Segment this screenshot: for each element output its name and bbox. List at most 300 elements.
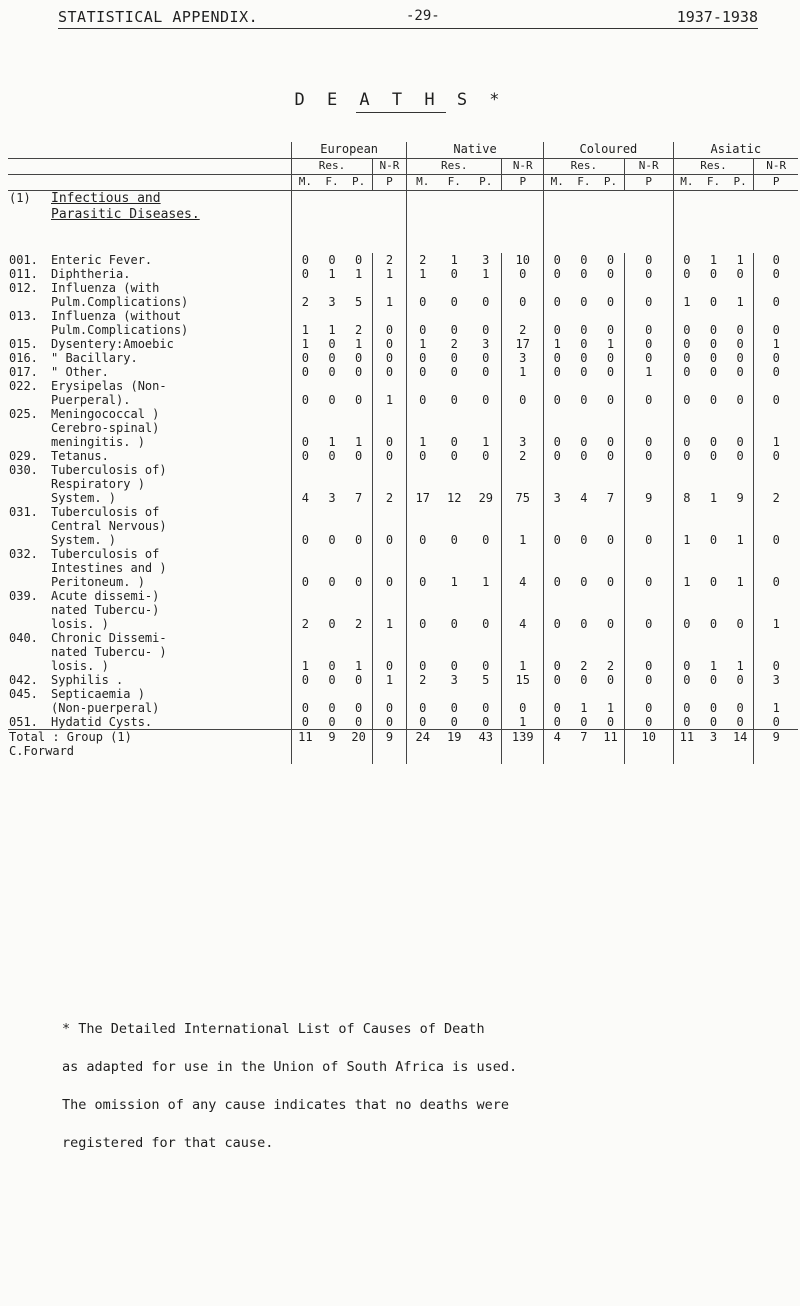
value-cell: 0	[292, 715, 319, 730]
value-cell: 0	[606, 449, 615, 463]
value-cell: 4	[502, 589, 544, 631]
cause-cell	[8, 281, 292, 309]
value-cell: 0	[606, 715, 615, 729]
value-cell: 1	[407, 407, 439, 449]
value-cell: 9	[319, 730, 346, 765]
value-cell: 0	[450, 365, 458, 379]
value-cell: 0	[372, 547, 406, 589]
section-code: (1)	[9, 191, 31, 205]
cause-name	[51, 673, 123, 687]
cause-line: Dysentery:Amoebic	[51, 337, 174, 351]
value-cell: 0	[372, 715, 406, 730]
cause-line: Chronic Dissemi-	[51, 631, 167, 645]
value-cell: 0	[328, 617, 336, 631]
value-cell: 0	[580, 351, 588, 365]
value-cell: 0	[580, 253, 588, 267]
cause-line: losis. )	[51, 617, 109, 631]
total-row	[8, 730, 798, 765]
nr-header: N-R	[624, 159, 673, 175]
cause-cell	[8, 673, 292, 687]
sex-header-row	[8, 175, 798, 191]
value-cell: 1	[502, 631, 544, 673]
value-cell: 0	[407, 449, 439, 463]
value-cell: 0	[673, 449, 700, 463]
cause-line: Tuberculosis of	[51, 505, 160, 519]
cause-line: Tuberculosis of	[51, 547, 160, 561]
value-cell: 0	[328, 351, 336, 365]
value-cell: 2	[372, 253, 406, 267]
sex-header: P.	[727, 175, 754, 191]
cause-line: System. )	[51, 533, 117, 547]
value-cell: 0	[606, 393, 615, 407]
sex-header: F.	[438, 175, 470, 191]
table-row	[8, 337, 798, 351]
value-cell: 0	[482, 295, 490, 309]
footnote	[62, 1010, 762, 1162]
value-cell: 1	[502, 365, 544, 379]
value-cell: 0	[736, 617, 744, 631]
value-cell: 1	[502, 715, 544, 730]
value-cell: 43	[470, 730, 502, 765]
cause-code: 039.	[9, 589, 38, 603]
cause-code: 045.	[9, 687, 38, 701]
cause-cell	[8, 463, 292, 505]
cause-name	[51, 379, 167, 407]
cause-code: 042.	[9, 673, 38, 687]
value-cell: 0	[482, 351, 490, 365]
cause-cell	[8, 730, 292, 765]
value-cell: 0	[482, 617, 490, 631]
cause-code: 016.	[9, 351, 38, 365]
page-header	[58, 6, 758, 30]
value-cell: 0	[709, 575, 718, 589]
value-cell: 3	[450, 673, 458, 687]
footnote-line: registered for that cause.	[62, 1135, 274, 1151]
value-cell: 2	[292, 281, 319, 309]
value-cell: 0	[372, 351, 406, 365]
cause-code: 025.	[9, 407, 38, 421]
value-cell: 0	[736, 351, 744, 365]
res-header: Res.	[292, 159, 373, 175]
value-cell: 0	[736, 337, 744, 351]
value-cell: 2	[450, 337, 458, 351]
value-cell: 2	[502, 449, 544, 463]
value-cell: 0	[328, 365, 336, 379]
value-cell: 0	[624, 673, 673, 687]
cause-line: " Bacillary.	[51, 351, 138, 365]
value-cell: 15	[502, 673, 544, 687]
cause-cell	[8, 379, 292, 407]
value-cell: 0	[709, 267, 718, 281]
value-cell: 0	[355, 449, 363, 463]
sex-header: M.	[544, 175, 571, 191]
table-row	[8, 505, 798, 547]
value-cell: 0	[754, 351, 798, 365]
cause-cell	[8, 351, 292, 365]
cause-name	[51, 267, 130, 281]
value-cell: 1	[292, 337, 319, 351]
sex-header: M.	[292, 175, 319, 191]
value-cell: 0	[580, 575, 588, 589]
header-rule	[58, 28, 758, 29]
value-cell: 0	[606, 295, 615, 309]
value-cell: 0	[624, 267, 673, 281]
nr-sub-header: P	[754, 175, 798, 191]
value-cell: 3	[502, 351, 544, 365]
sex-header: M.	[673, 175, 700, 191]
value-cell: 1	[450, 575, 458, 589]
value-cell: 0	[606, 323, 615, 337]
value-cell: 0	[407, 715, 439, 730]
value-cell: 0	[355, 575, 363, 589]
value-cell: 1	[754, 407, 798, 449]
cause-line: nated Tubercu-)	[51, 603, 160, 617]
cause-cell	[8, 253, 292, 267]
value-cell: 2	[502, 309, 544, 337]
value-cell: 0	[292, 351, 319, 365]
value-cell: 0	[372, 407, 406, 449]
value-cell: 0	[355, 365, 363, 379]
value-cell: 0	[754, 379, 798, 407]
value-cell: 0	[407, 351, 439, 365]
sex-header: P.	[345, 175, 372, 191]
value-cell: 0	[709, 393, 718, 407]
cause-cell	[8, 267, 292, 281]
value-cell: 0	[736, 323, 744, 337]
value-cell: 0	[709, 351, 718, 365]
value-cell: 0	[544, 351, 571, 365]
value-cell: 0	[673, 309, 700, 337]
sex-header: P.	[597, 175, 624, 191]
cause-line: Hydatid Cysts.	[51, 715, 153, 729]
cause-line: " Other.	[51, 365, 109, 379]
value-cell: 1	[673, 505, 700, 547]
value-cell: 5	[355, 295, 363, 309]
value-cell: 1	[355, 435, 363, 449]
value-cell: 0	[580, 267, 588, 281]
value-cell: 0	[709, 533, 718, 547]
value-cell: 0	[544, 715, 571, 730]
value-cell: 1	[482, 435, 490, 449]
sex-header: M.	[407, 175, 439, 191]
value-cell: 0	[709, 701, 718, 715]
table-row	[8, 715, 798, 730]
cause-line: Respiratory )	[51, 477, 145, 491]
value-cell: 0	[624, 379, 673, 407]
value-cell: 0	[482, 701, 490, 715]
cause-line: Intestines and )	[51, 561, 167, 575]
cause-line: (Non-puerperal)	[51, 701, 160, 715]
res-header: Res.	[407, 159, 502, 175]
cause-line: Enteric Fever.	[51, 253, 153, 267]
cause-line: Puerperal).	[51, 393, 131, 407]
value-cell: 1	[372, 589, 406, 631]
cause-line: Central Nervous)	[51, 519, 167, 533]
value-cell: 1	[292, 631, 319, 673]
cause-name	[51, 505, 167, 547]
footnote-line: as adapted for use in the Union of South Africa is used.	[62, 1059, 518, 1075]
table-row	[8, 267, 798, 281]
value-cell: 0	[328, 575, 336, 589]
value-cell: 0	[754, 715, 798, 730]
value-cell: 2	[754, 463, 798, 505]
value-cell: 0	[544, 673, 571, 687]
cause-cell	[8, 337, 292, 351]
page-number: -29-	[406, 8, 440, 24]
value-cell: 0	[580, 295, 588, 309]
value-cell: 0	[624, 449, 673, 463]
value-cell: 0	[355, 673, 363, 687]
value-cell: 0	[580, 533, 588, 547]
value-cell: 0	[736, 449, 744, 463]
value-cell: 19	[438, 730, 470, 765]
cause-name	[51, 687, 159, 715]
value-cell: 12	[447, 491, 462, 505]
value-cell: 0	[450, 435, 458, 449]
value-cell: 0	[624, 281, 673, 309]
value-cell: 0	[544, 379, 571, 407]
value-cell: 1	[407, 267, 439, 281]
value-cell: 4	[292, 463, 319, 505]
value-cell: 3	[502, 407, 544, 449]
value-cell: 0	[292, 379, 319, 407]
value-cell: 0	[292, 449, 319, 463]
table-row	[8, 463, 798, 505]
value-cell: 0	[502, 379, 544, 407]
value-cell: 1	[709, 253, 718, 267]
value-cell: 0	[407, 505, 439, 547]
value-cell: 2	[355, 617, 363, 631]
section-title: Infectious and Parasitic Diseases.	[51, 191, 200, 222]
value-cell: 0	[407, 547, 439, 589]
value-cell: 0	[482, 323, 490, 337]
value-cell: 1	[606, 337, 615, 351]
group-native: Native	[407, 142, 544, 159]
group-header-row	[8, 142, 798, 159]
value-cell: 0	[544, 365, 571, 379]
cause-line: Total : Group (1)	[9, 730, 132, 744]
value-cell: 0	[544, 407, 571, 449]
value-cell: 1	[754, 589, 798, 631]
value-cell: 0	[292, 407, 319, 449]
group-coloured: Coloured	[544, 142, 674, 159]
value-cell: 8	[673, 463, 700, 505]
cause-name	[51, 337, 174, 351]
value-cell: 0	[709, 295, 718, 309]
value-cell: 0	[355, 351, 363, 365]
table-row	[8, 281, 798, 309]
value-cell: 1	[736, 295, 744, 309]
value-cell: 0	[407, 631, 439, 673]
value-cell: 1	[355, 337, 363, 351]
value-cell: 0	[624, 505, 673, 547]
value-cell: 0	[673, 253, 700, 267]
value-cell: 0	[673, 407, 700, 449]
value-cell: 0	[544, 309, 571, 337]
nr-sub-header: P	[502, 175, 544, 191]
value-cell: 1	[606, 701, 615, 715]
value-cell: 0	[673, 631, 700, 673]
res-header-row	[8, 159, 798, 175]
cause-line: Pulm.Complications)	[51, 295, 189, 309]
table-row	[8, 631, 798, 673]
value-cell: 0	[606, 351, 615, 365]
value-cell: 1	[624, 365, 673, 379]
value-cell: 0	[624, 715, 673, 730]
cause-cell	[8, 365, 292, 379]
value-cell: 0	[450, 351, 458, 365]
cause-line: Syphilis .	[51, 673, 124, 687]
value-cell: 0	[709, 715, 718, 729]
cause-line: Influenza (without	[51, 309, 182, 323]
value-cell: 0	[606, 267, 615, 281]
value-cell: 5	[482, 673, 490, 687]
cause-code: 030.	[9, 463, 38, 477]
value-cell: 0	[606, 617, 615, 631]
value-cell: 1	[407, 337, 439, 351]
value-cell: 14	[727, 730, 754, 765]
value-cell: 0	[624, 407, 673, 449]
value-cell: 0	[673, 337, 700, 351]
value-cell: 0	[736, 715, 744, 729]
value-cell: 10	[502, 253, 544, 267]
value-cell: 0	[624, 309, 673, 337]
cause-cell	[8, 589, 292, 631]
cause-name	[51, 589, 159, 631]
cause-line: Influenza (with	[51, 281, 160, 295]
cause-line: Peritoneum. )	[51, 575, 145, 589]
deaths-table-wrap	[8, 142, 798, 802]
cause-line: Acute dissemi-)	[51, 589, 160, 603]
value-cell: 1	[355, 267, 363, 281]
table-row	[8, 309, 798, 337]
sex-header: F.	[700, 175, 727, 191]
value-cell: 4	[580, 491, 588, 505]
value-cell: 0	[580, 365, 588, 379]
value-cell: 0	[450, 715, 458, 729]
value-cell: 0	[292, 253, 319, 267]
value-cell: 0	[450, 267, 458, 281]
cause-line: Tetanus.	[51, 449, 109, 463]
value-cell: 0	[606, 253, 615, 267]
value-cell: 139	[502, 730, 544, 765]
value-cell: 0	[709, 449, 718, 463]
value-cell: 0	[407, 589, 439, 631]
cause-code: 011.	[9, 267, 38, 281]
value-cell: 0	[673, 379, 700, 407]
value-cell: 0	[580, 337, 588, 351]
value-cell: 0	[328, 393, 336, 407]
cause-name	[51, 463, 167, 505]
value-cell: 1	[754, 687, 798, 715]
cause-cell	[8, 309, 292, 337]
value-cell: 0	[450, 449, 458, 463]
table-row	[8, 365, 798, 379]
value-cell: 0	[292, 673, 319, 687]
cause-name	[51, 281, 188, 309]
value-cell: 0	[292, 505, 319, 547]
cause-line: nated Tubercu- )	[51, 645, 167, 659]
header-left: STATISTICAL APPENDIX.	[58, 8, 259, 26]
value-cell: 0	[754, 631, 798, 673]
value-cell: 0	[673, 687, 700, 715]
cause-code: 022.	[9, 379, 38, 393]
value-cell: 1	[450, 253, 458, 267]
cause-line: C.Forward	[9, 744, 75, 758]
cause-line: meningitis. )	[51, 435, 145, 449]
table-row	[8, 589, 798, 631]
value-cell: 0	[624, 351, 673, 365]
value-cell: 1	[709, 659, 718, 673]
value-cell: 3	[544, 463, 571, 505]
value-cell: 0	[407, 365, 439, 379]
cause-cell	[8, 715, 292, 730]
value-cell: 0	[736, 673, 744, 687]
value-cell: 1	[355, 659, 363, 673]
value-cell: 7	[606, 491, 615, 505]
cause-code: 040.	[9, 631, 38, 645]
value-cell: 0	[606, 365, 615, 379]
value-cell: 11	[292, 730, 319, 765]
value-cell: 29	[478, 491, 494, 505]
nr-header: N-R	[754, 159, 798, 175]
value-cell: 0	[709, 435, 718, 449]
value-cell: 2	[606, 659, 615, 673]
value-cell: 2	[407, 253, 439, 267]
value-cell: 1	[502, 505, 544, 547]
value-cell: 0	[580, 617, 588, 631]
cause-name	[51, 253, 152, 267]
cause-line: Septicaemia )	[51, 687, 145, 701]
value-cell: 24	[407, 730, 439, 765]
cause-name	[51, 309, 188, 337]
value-cell: 0	[606, 673, 615, 687]
cause-cell	[8, 407, 292, 449]
cause-cell	[8, 547, 292, 589]
value-cell: 0	[407, 309, 439, 337]
cause-name	[51, 351, 138, 365]
value-cell: 0	[544, 589, 571, 631]
value-cell: 0	[372, 505, 406, 547]
value-cell: 0	[580, 393, 588, 407]
value-cell: 0	[606, 533, 615, 547]
value-cell: 0	[736, 701, 744, 715]
value-cell: 0	[502, 267, 544, 281]
nr-sub-header: P	[372, 175, 406, 191]
value-cell: 0	[328, 659, 336, 673]
cause-name	[9, 730, 132, 758]
value-cell: 1	[372, 379, 406, 407]
value-cell: 0	[450, 617, 458, 631]
table-row	[8, 449, 798, 463]
value-cell: 17	[502, 337, 544, 351]
value-cell: 2	[407, 673, 439, 687]
value-cell: 0	[450, 295, 458, 309]
cause-line: Tuberculosis of)	[51, 463, 167, 477]
value-cell: 0	[544, 281, 571, 309]
footnote-line: The omission of any cause indicates that no deaths were	[62, 1097, 510, 1113]
value-cell: 3	[700, 730, 727, 765]
res-header: Res.	[544, 159, 625, 175]
table-row	[8, 351, 798, 365]
value-cell: 0	[544, 253, 571, 267]
cause-cell	[8, 687, 292, 715]
cause-line: Meningococcal )	[51, 407, 160, 421]
value-cell: 0	[709, 673, 718, 687]
value-cell: 0	[736, 393, 744, 407]
value-cell: 0	[624, 547, 673, 589]
value-cell: 9	[736, 491, 744, 505]
